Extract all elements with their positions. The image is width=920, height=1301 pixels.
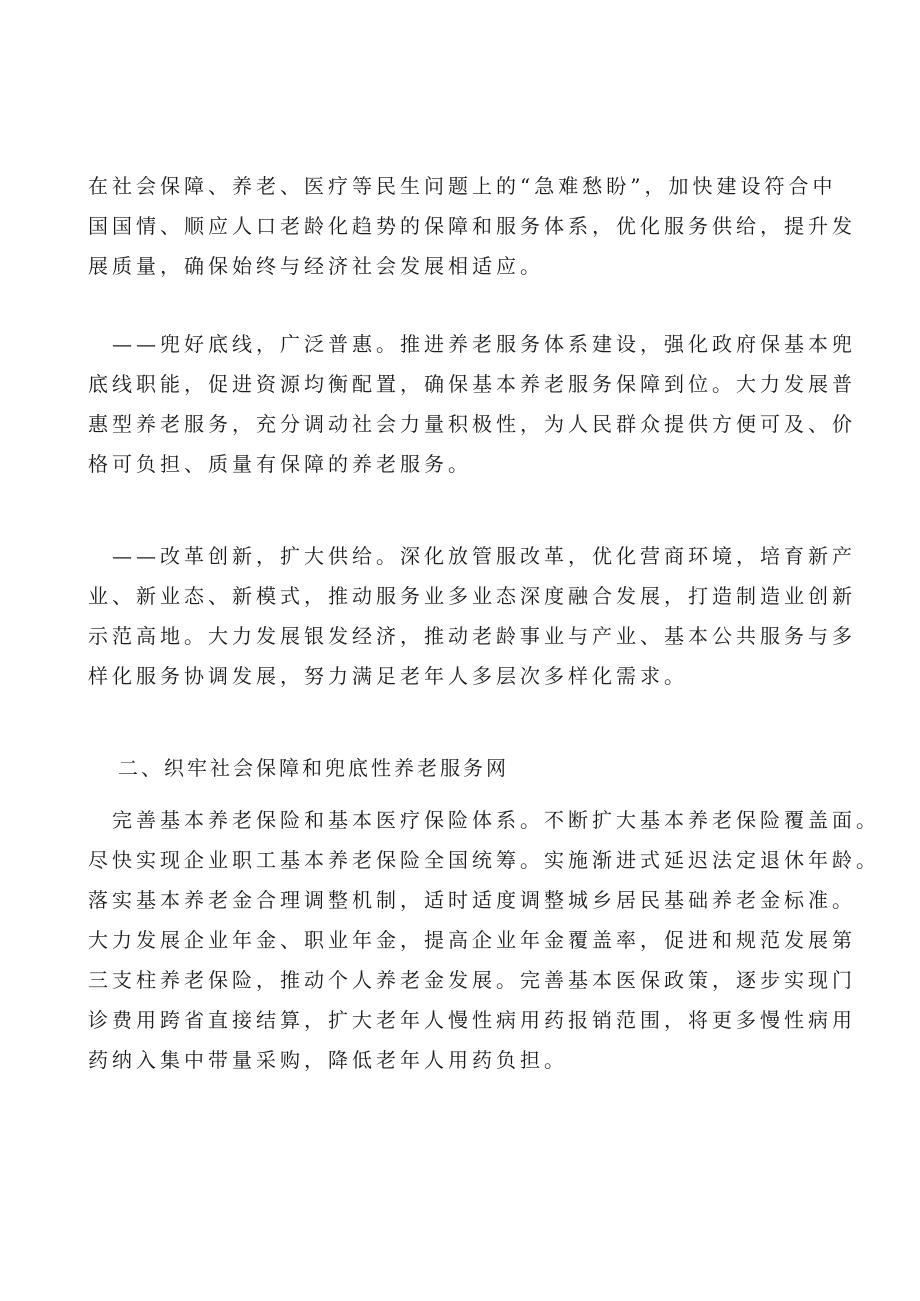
paragraph-line: ——兜好底线，广泛普惠。推进养老服务体系建设，强化政府保基本兜 <box>88 332 856 356</box>
section-heading <box>118 748 878 788</box>
paragraph-line: 国国情、顺应人口老龄化趋势的保障和服务体系，优化服务供给，提升发 <box>88 214 856 238</box>
paragraph-pension-insurance <box>88 800 880 1080</box>
paragraph-line: 大力发展企业年金、职业年金，提高企业年金覆盖率，促进和规范发展第 <box>88 928 856 952</box>
paragraph-line: 业、新业态、新模式，推动服务业多业态深度融合发展，打造制造业创新 <box>88 584 856 608</box>
paragraph-line: 药纳入集中带量采购，降低老年人用药负担。 <box>88 1048 568 1072</box>
paragraph-line: 展质量，确保始终与经济社会发展相适应。 <box>88 254 544 278</box>
paragraph-line: ——改革创新，扩大供给。深化放管服改革，优化营商环境，培育新产 <box>88 544 856 568</box>
paragraph-bottom-line <box>88 324 856 484</box>
paragraph-line: 完善基本养老保险和基本医疗保险体系。不断扩大基本养老保险覆盖面。 <box>88 808 880 832</box>
paragraph-line: 样化服务协调发展，努力满足老年人多层次多样化需求。 <box>88 664 688 688</box>
paragraph-line: 诊费用跨省直接结算，扩大老年人慢性病用药报销范围，将更多慢性病用 <box>88 1008 856 1032</box>
paragraph-line: 底线职能，促进资源均衡配置，确保基本养老服务保障到位。大力发展普 <box>88 372 856 396</box>
paragraph-line: 落实基本养老金合理调整机制，适时适度调整城乡居民基础养老金标准。 <box>88 888 856 912</box>
paragraph-line: 示范高地。大力发展银发经济，推动老龄事业与产业、基本公共服务与多 <box>88 624 856 648</box>
paragraph-reform-innovation <box>88 536 856 696</box>
paragraph-line: 在社会保障、养老、医疗等民生问题上的“急难愁盼”，加快建设符合中 <box>88 174 837 198</box>
paragraph-line: 惠型养老服务，充分调动社会力量积极性，为人民群众提供方便可及、价 <box>88 412 856 436</box>
paragraph-line: 三支柱养老保险，推动个人养老金发展。完善基本医保政策，逐步实现门 <box>88 968 856 992</box>
section-heading-text: 二、织牢社会保障和兜底性养老服务网 <box>118 756 509 780</box>
paragraph-line: 格可负担、质量有保障的养老服务。 <box>88 452 472 476</box>
paragraph-line: 尽快实现企业职工基本养老保险全国统筹。实施渐进式延迟法定退休年龄。 <box>88 848 880 872</box>
paragraph-welfare-intro <box>88 166 856 286</box>
